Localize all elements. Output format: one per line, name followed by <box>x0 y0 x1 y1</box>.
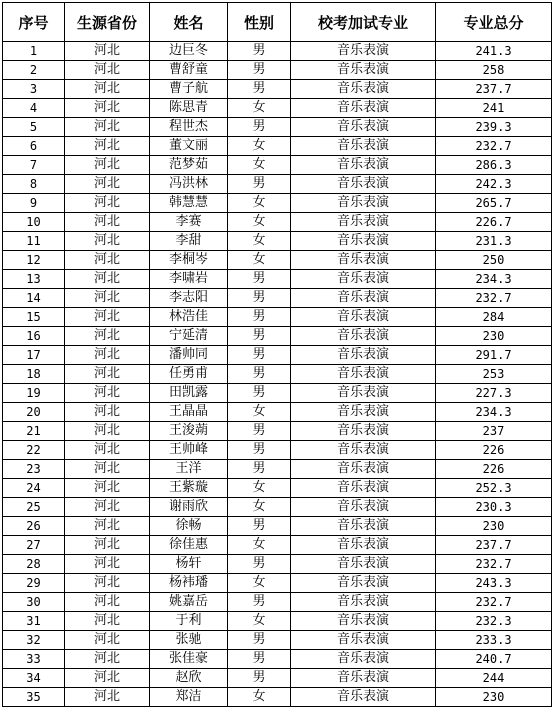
cell-name: 徐佳惠 <box>150 536 228 555</box>
cell-name: 冯洪林 <box>150 175 228 194</box>
cell-name: 李桐岑 <box>150 251 228 270</box>
cell-index: 31 <box>3 612 65 631</box>
table-body <box>3 42 552 707</box>
cell-province: 河北 <box>65 346 150 365</box>
cell-score: 230 <box>436 327 552 346</box>
header-score: 专业总分 <box>436 3 552 42</box>
header-name: 姓名 <box>150 3 228 42</box>
cell-gender: 女 <box>228 194 291 213</box>
cell-name: 董文丽 <box>150 137 228 156</box>
cell-gender: 女 <box>228 403 291 422</box>
table-row <box>3 327 552 346</box>
cell-province: 河北 <box>65 270 150 289</box>
cell-province: 河北 <box>65 669 150 688</box>
cell-major: 音乐表演 <box>291 517 436 536</box>
cell-gender: 男 <box>228 308 291 327</box>
cell-name: 田凯露 <box>150 384 228 403</box>
cell-major: 音乐表演 <box>291 479 436 498</box>
cell-province: 河北 <box>65 99 150 118</box>
cell-score: 237.7 <box>436 536 552 555</box>
cell-gender: 男 <box>228 61 291 80</box>
table-row <box>3 289 552 308</box>
table-row <box>3 536 552 555</box>
cell-score: 252.3 <box>436 479 552 498</box>
table-row <box>3 270 552 289</box>
cell-score: 232.7 <box>436 593 552 612</box>
cell-score: 227.3 <box>436 384 552 403</box>
cell-score: 226.7 <box>436 213 552 232</box>
cell-major: 音乐表演 <box>291 156 436 175</box>
cell-major: 音乐表演 <box>291 99 436 118</box>
cell-index: 33 <box>3 650 65 669</box>
cell-gender: 男 <box>228 631 291 650</box>
cell-index: 23 <box>3 460 65 479</box>
cell-province: 河北 <box>65 498 150 517</box>
cell-major: 音乐表演 <box>291 460 436 479</box>
table-row <box>3 137 552 156</box>
cell-province: 河北 <box>65 593 150 612</box>
cell-major: 音乐表演 <box>291 213 436 232</box>
cell-name: 姚嘉岳 <box>150 593 228 612</box>
cell-score: 239.3 <box>436 118 552 137</box>
cell-province: 河北 <box>65 631 150 650</box>
cell-score: 237.7 <box>436 80 552 99</box>
cell-score: 234.3 <box>436 403 552 422</box>
cell-major: 音乐表演 <box>291 42 436 61</box>
cell-province: 河北 <box>65 251 150 270</box>
cell-score: 226 <box>436 441 552 460</box>
cell-major: 音乐表演 <box>291 669 436 688</box>
cell-index: 7 <box>3 156 65 175</box>
cell-gender: 男 <box>228 289 291 308</box>
cell-index: 22 <box>3 441 65 460</box>
cell-index: 1 <box>3 42 65 61</box>
cell-index: 25 <box>3 498 65 517</box>
cell-gender: 女 <box>228 232 291 251</box>
cell-name: 范梦茹 <box>150 156 228 175</box>
cell-score: 243.3 <box>436 574 552 593</box>
cell-name: 王晶晶 <box>150 403 228 422</box>
cell-gender: 男 <box>228 555 291 574</box>
cell-score: 232.7 <box>436 289 552 308</box>
header-major: 校考加试专业 <box>291 3 436 42</box>
table-row <box>3 99 552 118</box>
cell-major: 音乐表演 <box>291 251 436 270</box>
cell-gender: 男 <box>228 42 291 61</box>
score-table <box>2 2 552 707</box>
cell-score: 230 <box>436 688 552 707</box>
cell-gender: 女 <box>228 137 291 156</box>
cell-gender: 男 <box>228 517 291 536</box>
table-row <box>3 156 552 175</box>
cell-name: 李啸岩 <box>150 270 228 289</box>
cell-index: 6 <box>3 137 65 156</box>
cell-name: 杨袆璠 <box>150 574 228 593</box>
cell-index: 8 <box>3 175 65 194</box>
cell-score: 284 <box>436 308 552 327</box>
cell-index: 29 <box>3 574 65 593</box>
cell-major: 音乐表演 <box>291 384 436 403</box>
cell-score: 232.3 <box>436 612 552 631</box>
cell-index: 12 <box>3 251 65 270</box>
cell-gender: 男 <box>228 118 291 137</box>
cell-gender: 男 <box>228 175 291 194</box>
cell-major: 音乐表演 <box>291 194 436 213</box>
cell-gender: 女 <box>228 251 291 270</box>
cell-index: 4 <box>3 99 65 118</box>
cell-major: 音乐表演 <box>291 688 436 707</box>
cell-province: 河北 <box>65 612 150 631</box>
cell-index: 3 <box>3 80 65 99</box>
cell-major: 音乐表演 <box>291 593 436 612</box>
table-row <box>3 194 552 213</box>
cell-gender: 女 <box>228 574 291 593</box>
cell-gender: 男 <box>228 441 291 460</box>
cell-province: 河北 <box>65 194 150 213</box>
cell-gender: 男 <box>228 422 291 441</box>
cell-score: 232.7 <box>436 555 552 574</box>
header-gender: 性别 <box>228 3 291 42</box>
cell-name: 任勇甫 <box>150 365 228 384</box>
cell-province: 河北 <box>65 479 150 498</box>
cell-gender: 女 <box>228 99 291 118</box>
cell-name: 赵欣 <box>150 669 228 688</box>
cell-index: 10 <box>3 213 65 232</box>
cell-name: 谢雨欣 <box>150 498 228 517</box>
cell-province: 河北 <box>65 80 150 99</box>
cell-score: 231.3 <box>436 232 552 251</box>
cell-province: 河北 <box>65 688 150 707</box>
cell-major: 音乐表演 <box>291 289 436 308</box>
table-row <box>3 517 552 536</box>
table-row <box>3 118 552 137</box>
table-row <box>3 612 552 631</box>
cell-gender: 女 <box>228 498 291 517</box>
cell-index: 20 <box>3 403 65 422</box>
cell-province: 河北 <box>65 156 150 175</box>
cell-province: 河北 <box>65 422 150 441</box>
cell-gender: 男 <box>228 593 291 612</box>
table-row <box>3 251 552 270</box>
cell-index: 2 <box>3 61 65 80</box>
cell-index: 16 <box>3 327 65 346</box>
cell-name: 李赛 <box>150 213 228 232</box>
table-row <box>3 61 552 80</box>
table-row <box>3 574 552 593</box>
cell-index: 17 <box>3 346 65 365</box>
table-row <box>3 479 552 498</box>
cell-name: 程世杰 <box>150 118 228 137</box>
cell-index: 18 <box>3 365 65 384</box>
cell-province: 河北 <box>65 137 150 156</box>
cell-score: 258 <box>436 61 552 80</box>
cell-name: 曹舒童 <box>150 61 228 80</box>
cell-major: 音乐表演 <box>291 232 436 251</box>
cell-index: 11 <box>3 232 65 251</box>
cell-gender: 男 <box>228 650 291 669</box>
cell-name: 杨轩 <box>150 555 228 574</box>
cell-score: 250 <box>436 251 552 270</box>
cell-name: 王帅峰 <box>150 441 228 460</box>
cell-major: 音乐表演 <box>291 365 436 384</box>
table-row <box>3 365 552 384</box>
cell-name: 李志阳 <box>150 289 228 308</box>
cell-score: 240.7 <box>436 650 552 669</box>
cell-province: 河北 <box>65 460 150 479</box>
table-row <box>3 688 552 707</box>
cell-score: 226 <box>436 460 552 479</box>
cell-major: 音乐表演 <box>291 175 436 194</box>
table-row <box>3 175 552 194</box>
cell-index: 28 <box>3 555 65 574</box>
cell-major: 音乐表演 <box>291 441 436 460</box>
cell-province: 河北 <box>65 118 150 137</box>
cell-major: 音乐表演 <box>291 612 436 631</box>
cell-province: 河北 <box>65 555 150 574</box>
cell-major: 音乐表演 <box>291 61 436 80</box>
cell-major: 音乐表演 <box>291 422 436 441</box>
cell-province: 河北 <box>65 42 150 61</box>
cell-gender: 男 <box>228 80 291 99</box>
header-row <box>3 3 552 42</box>
cell-province: 河北 <box>65 517 150 536</box>
table-row <box>3 631 552 650</box>
cell-major: 音乐表演 <box>291 308 436 327</box>
table-row <box>3 650 552 669</box>
cell-gender: 女 <box>228 536 291 555</box>
cell-major: 音乐表演 <box>291 574 436 593</box>
cell-index: 15 <box>3 308 65 327</box>
cell-province: 河北 <box>65 650 150 669</box>
cell-province: 河北 <box>65 289 150 308</box>
cell-score: 230 <box>436 517 552 536</box>
cell-major: 音乐表演 <box>291 403 436 422</box>
cell-major: 音乐表演 <box>291 631 436 650</box>
cell-major: 音乐表演 <box>291 270 436 289</box>
cell-name: 宁延清 <box>150 327 228 346</box>
cell-score: 232.7 <box>436 137 552 156</box>
cell-major: 音乐表演 <box>291 555 436 574</box>
cell-score: 241.3 <box>436 42 552 61</box>
table-row <box>3 498 552 517</box>
cell-score: 291.7 <box>436 346 552 365</box>
cell-name: 韩慧慧 <box>150 194 228 213</box>
cell-gender: 男 <box>228 346 291 365</box>
cell-gender: 女 <box>228 612 291 631</box>
cell-index: 14 <box>3 289 65 308</box>
cell-gender: 女 <box>228 479 291 498</box>
cell-score: 286.3 <box>436 156 552 175</box>
cell-gender: 男 <box>228 384 291 403</box>
cell-name: 张驰 <box>150 631 228 650</box>
cell-province: 河北 <box>65 403 150 422</box>
cell-province: 河北 <box>65 61 150 80</box>
cell-score: 234.3 <box>436 270 552 289</box>
cell-name: 王洋 <box>150 460 228 479</box>
cell-name: 张佳豪 <box>150 650 228 669</box>
cell-index: 35 <box>3 688 65 707</box>
cell-index: 30 <box>3 593 65 612</box>
table-row <box>3 441 552 460</box>
table-row <box>3 460 552 479</box>
cell-province: 河北 <box>65 327 150 346</box>
cell-gender: 男 <box>228 460 291 479</box>
table-row <box>3 42 552 61</box>
table-row <box>3 308 552 327</box>
cell-province: 河北 <box>65 232 150 251</box>
cell-score: 230.3 <box>436 498 552 517</box>
cell-gender: 男 <box>228 270 291 289</box>
cell-name: 边巨冬 <box>150 42 228 61</box>
cell-score: 242.3 <box>436 175 552 194</box>
cell-province: 河北 <box>65 213 150 232</box>
cell-major: 音乐表演 <box>291 137 436 156</box>
cell-index: 21 <box>3 422 65 441</box>
cell-major: 音乐表演 <box>291 80 436 99</box>
cell-index: 34 <box>3 669 65 688</box>
cell-gender: 男 <box>228 327 291 346</box>
cell-score: 265.7 <box>436 194 552 213</box>
cell-index: 19 <box>3 384 65 403</box>
cell-index: 9 <box>3 194 65 213</box>
cell-gender: 女 <box>228 688 291 707</box>
cell-index: 13 <box>3 270 65 289</box>
cell-score: 253 <box>436 365 552 384</box>
cell-province: 河北 <box>65 175 150 194</box>
cell-index: 32 <box>3 631 65 650</box>
cell-name: 徐畅 <box>150 517 228 536</box>
table-row <box>3 555 552 574</box>
cell-province: 河北 <box>65 574 150 593</box>
cell-score: 233.3 <box>436 631 552 650</box>
cell-index: 24 <box>3 479 65 498</box>
table-row <box>3 80 552 99</box>
cell-major: 音乐表演 <box>291 118 436 137</box>
table-row <box>3 403 552 422</box>
table-row <box>3 346 552 365</box>
cell-major: 音乐表演 <box>291 498 436 517</box>
cell-name: 潘帅同 <box>150 346 228 365</box>
cell-province: 河北 <box>65 384 150 403</box>
table-row <box>3 384 552 403</box>
cell-index: 26 <box>3 517 65 536</box>
cell-province: 河北 <box>65 536 150 555</box>
cell-province: 河北 <box>65 441 150 460</box>
table-row <box>3 213 552 232</box>
table-row <box>3 669 552 688</box>
cell-gender: 女 <box>228 156 291 175</box>
cell-score: 244 <box>436 669 552 688</box>
table-row <box>3 232 552 251</box>
cell-name: 郑洁 <box>150 688 228 707</box>
table-row <box>3 593 552 612</box>
cell-major: 音乐表演 <box>291 327 436 346</box>
header-index: 序号 <box>3 3 65 42</box>
cell-gender: 女 <box>228 213 291 232</box>
cell-major: 音乐表演 <box>291 536 436 555</box>
cell-name: 于利 <box>150 612 228 631</box>
cell-name: 李甜 <box>150 232 228 251</box>
cell-name: 陈思青 <box>150 99 228 118</box>
cell-name: 王浚蒴 <box>150 422 228 441</box>
cell-score: 241 <box>436 99 552 118</box>
cell-major: 音乐表演 <box>291 650 436 669</box>
cell-major: 音乐表演 <box>291 346 436 365</box>
cell-name: 曹子航 <box>150 80 228 99</box>
cell-score: 237 <box>436 422 552 441</box>
header-province: 生源省份 <box>65 3 150 42</box>
cell-province: 河北 <box>65 365 150 384</box>
cell-name: 王紫璇 <box>150 479 228 498</box>
cell-index: 27 <box>3 536 65 555</box>
table-row <box>3 422 552 441</box>
cell-gender: 男 <box>228 669 291 688</box>
cell-gender: 男 <box>228 365 291 384</box>
cell-index: 5 <box>3 118 65 137</box>
cell-name: 林浩佳 <box>150 308 228 327</box>
cell-province: 河北 <box>65 308 150 327</box>
